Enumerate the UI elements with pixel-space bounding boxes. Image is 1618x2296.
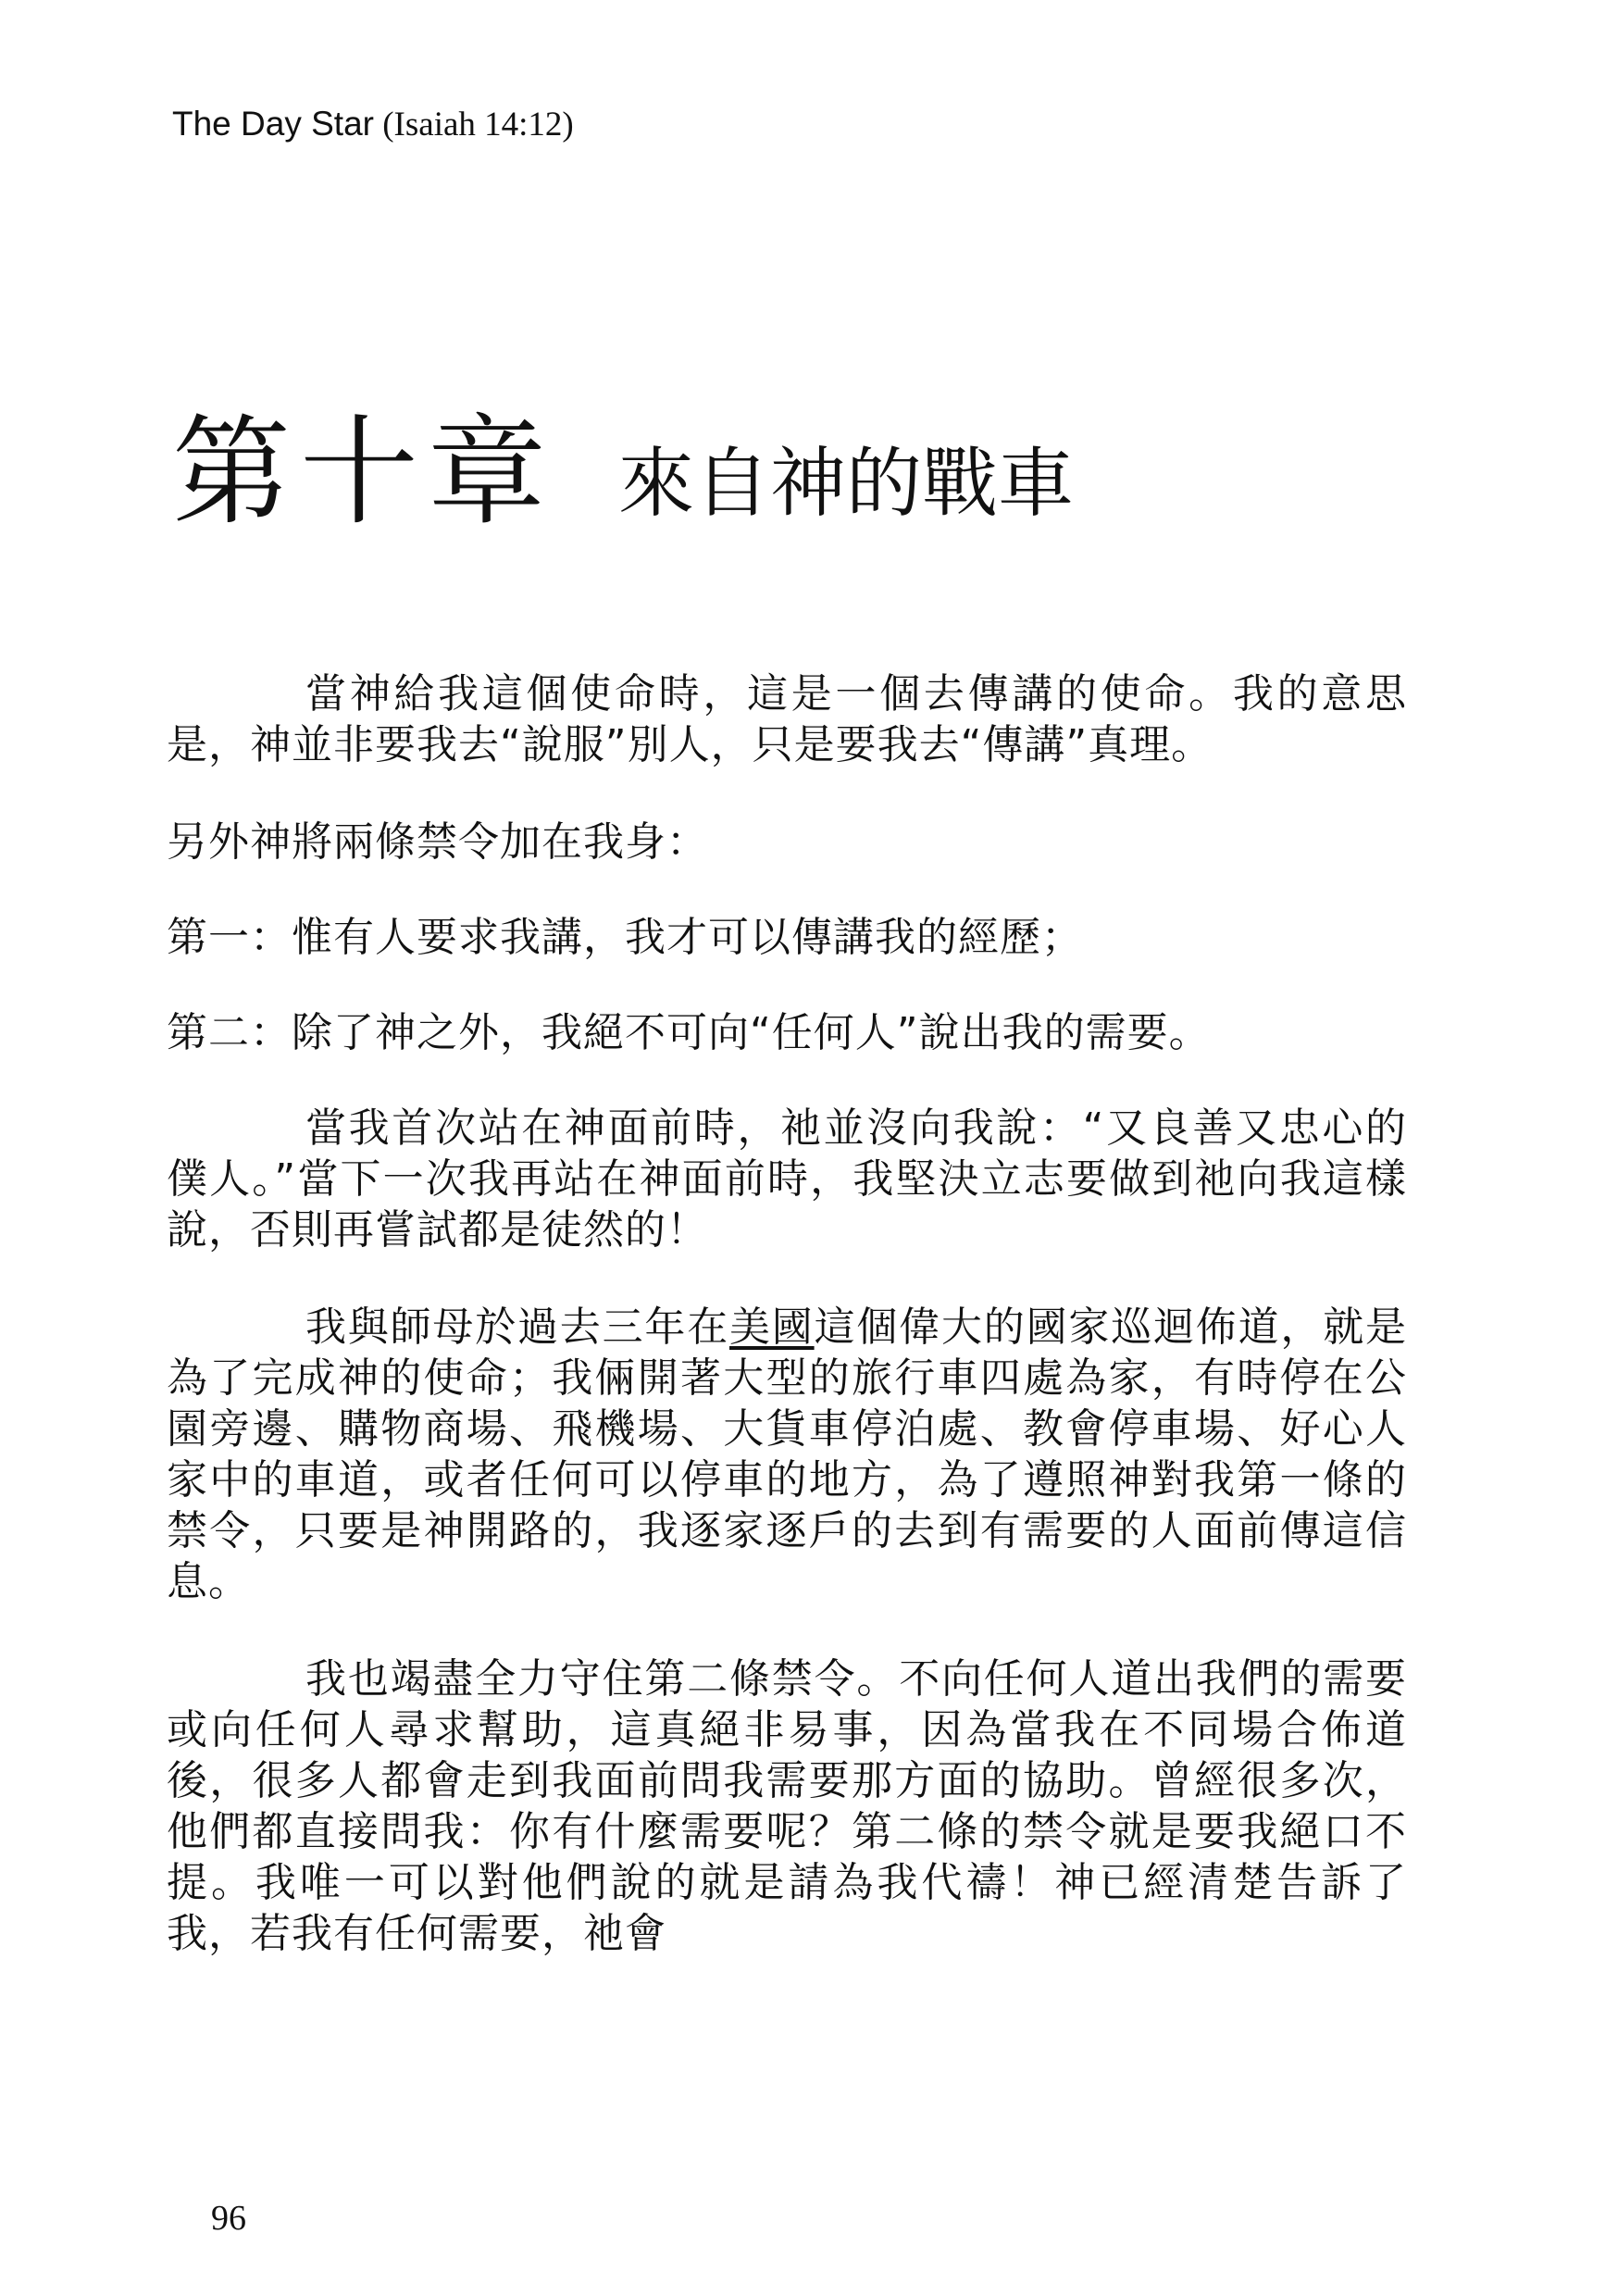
- chapter-heading: [172, 404, 1074, 543]
- paragraph-ministry-travels: [167, 1302, 1407, 1607]
- chapter-title: 來自神的戰車: [618, 440, 1075, 528]
- paragraph-second-prohibition: 第二：除了神之外，我絕不可向“任何人”說出我的需要。: [167, 1009, 1211, 1056]
- paragraph-prohibitions-intro: 另外神將兩條禁令加在我身：: [167, 818, 708, 866]
- body-text: [167, 668, 1407, 2005]
- chapter-number: 第十章: [172, 404, 556, 542]
- paragraph-faithful-servant: 當我首次站在神面前時，祂並沒向我說：“又良善又忠心的僕人。”當下一次我再站在神面前時，我堅決立志要做到祂向我這樣說，否則再嘗試都是徒然的！: [167, 1104, 1407, 1254]
- page-number: 96: [211, 2199, 246, 2238]
- running-head-title: The Day Star: [172, 105, 374, 143]
- paragraph-ministry-travels-rest: 這個偉大的國家巡迴佈道，就是為了完成神的使命；我倆開著大型的旅行車四處為家，有時停在公園旁邊、購物商場、飛機場、大貨車停泊處、教會停車場、好心人家中的車道，或者任何可以停車的地方，為了遵照神對我第一條的禁令，只要是神開路的，我逐家逐戶的去到有需要的人面前傳這信息。: [167, 1304, 1408, 1605]
- running-head: [172, 104, 574, 145]
- paragraph-second-prohibition-kept: 我也竭盡全力守住第二條禁令。不向任何人道出我們的需要或向任何人尋求幫助，這真絕非易事，因為當我在不同場合佈道後，很多人都會走到我面前問我需要那方面的協助。曾經很多次，他們都直接問我：你有什麼需要呢？第二條的禁令就是要我絕口不提。我唯一可以對他們說的就是請為我代禱！神已經清楚告訴了我，若我有任何需要，祂會: [167, 1655, 1407, 1957]
- place-name-usa: 美國: [729, 1304, 815, 1351]
- running-head-reference: (Isaiah 14:12): [382, 106, 574, 144]
- paragraph-mission: 當神給我這個使命時，這是一個去傳講的使命。我的意思是，神並非要我去“說服”別人，只是要我去“傳講”真理。: [167, 670, 1407, 768]
- paragraph-first-prohibition: 第一：惟有人要求我講，我才可以傳講我的經歷；: [167, 914, 1083, 961]
- paragraph-ministry-travels-start: 我與師母於過去三年在: [305, 1304, 729, 1351]
